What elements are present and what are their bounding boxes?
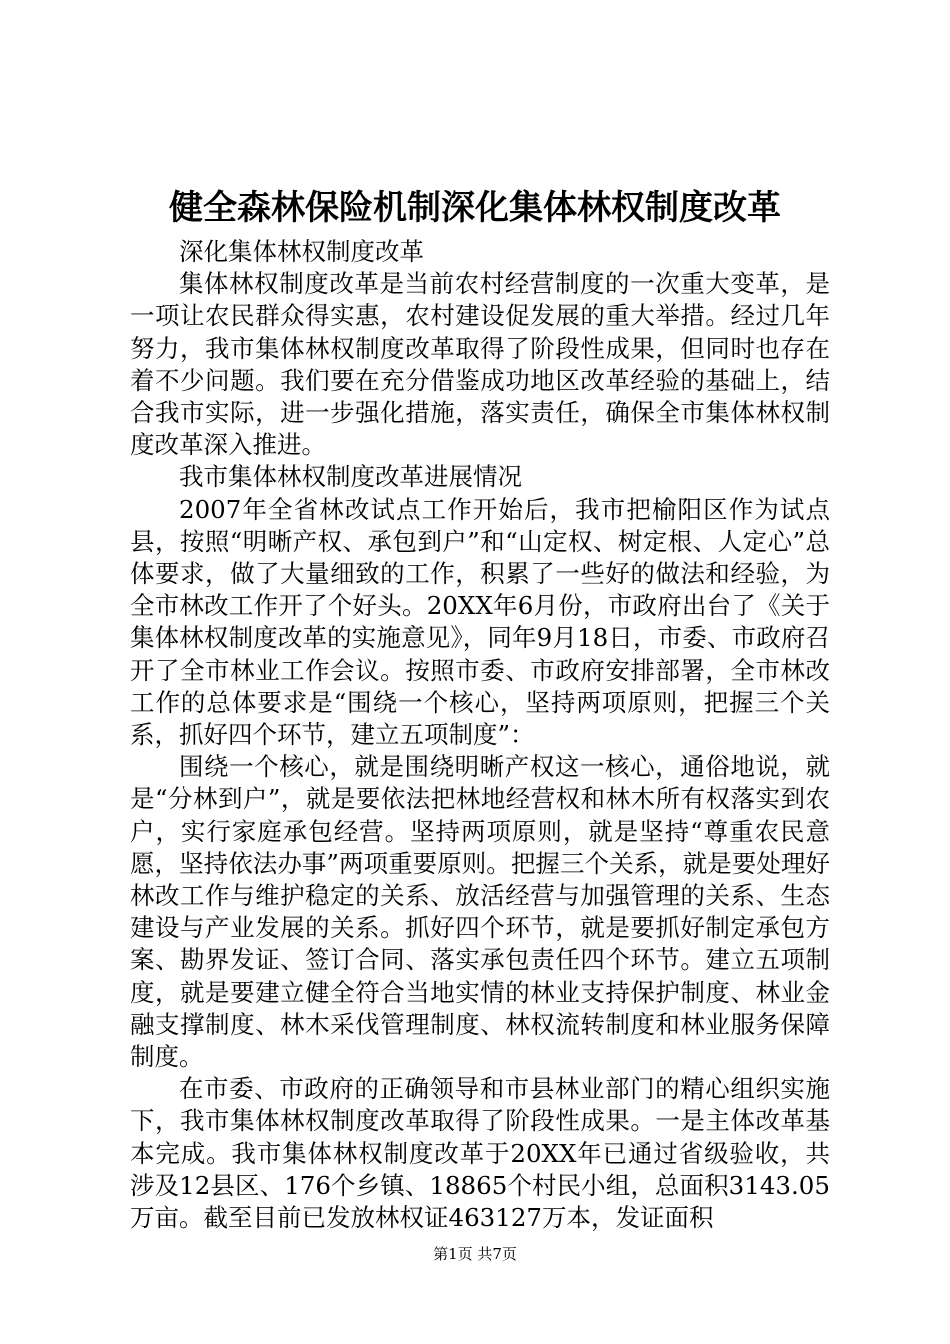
document-title: 健全森林保险机制深化集体林权制度改革	[169, 188, 781, 228]
section-heading: 我市集体林权制度改革进展情况	[179, 462, 522, 492]
page-number-footer: 第1页 共7页	[433, 1245, 517, 1263]
section-heading: 深化集体林权制度改革	[179, 237, 424, 266]
body-paragraph: 2007年全省林改试点工作开始后，我市把榆阳区作为试点县，按照“明晰产权、承包到户”和“山定权、树定根、人定心”总体要求，做了大量细致的工作，积累了一些好的做法和经验，为全市林改工作开了个好头。20XX年6月份，市政府出台了《关于集体林权制度改革的实施意见》，同年9月18日，市委、市政府召开了全市林业工作会议。按照市委、市政府安排部署，全市林改工作的总体要求是“围绕一个核心，坚持两项原则，把握三个关系，抓好四个环节，建立五项制度”：	[130, 494, 830, 750]
body-paragraph: 围绕一个核心，就是围绕明晰产权这一核心，通俗地说，就是“分林到户”，就是要依法把林地经营权和林木所有权落实到农户，实行家庭承包经营。坚持两项原则，就是坚持“尊重农民意愿，坚持依法办事”两项重要原则。把握三个关系，就是要处理好林改工作与维护稳定的关系、放活经营与加强管理的关系、生态建设与产业发展的关系。抓好四个环节，就是要抓好制定承包方案、勘界发证、签订合同、落实承包责任四个环节。建立五项制度，就是要建立健全符合当地实情的林业支持保护制度、林业金融支撑制度、林木采伐管理制度、林权流转制度和林业服务保障制度。	[130, 752, 830, 1072]
body-paragraph: 集体林权制度改革是当前农村经营制度的一次重大变革，是一项让农民群众得实惠，农村建设促发展的重大举措。经过几年努力，我市集体林权制度改革取得了阶段性成果，但同时也存在着不少问题。我们要在充分借鉴成功地区改革经验的基础上，结合我市实际，进一步强化措施，落实责任，确保全市集体林权制度改革深入推进。	[130, 269, 830, 460]
document-body	[130, 236, 830, 1234]
body-paragraph: 在市委、市政府的正确领导和市县林业部门的精心组织实施下，我市集体林权制度改革取得了阶段性成果。一是主体改革基本完成。我市集体林权制度改革于20XX年已通过省级验收，共涉及12县区、176个乡镇、18865个村民小组，总面积3143.05万亩。截至目前已发放林权证463127万本，发证面积	[130, 1074, 830, 1233]
